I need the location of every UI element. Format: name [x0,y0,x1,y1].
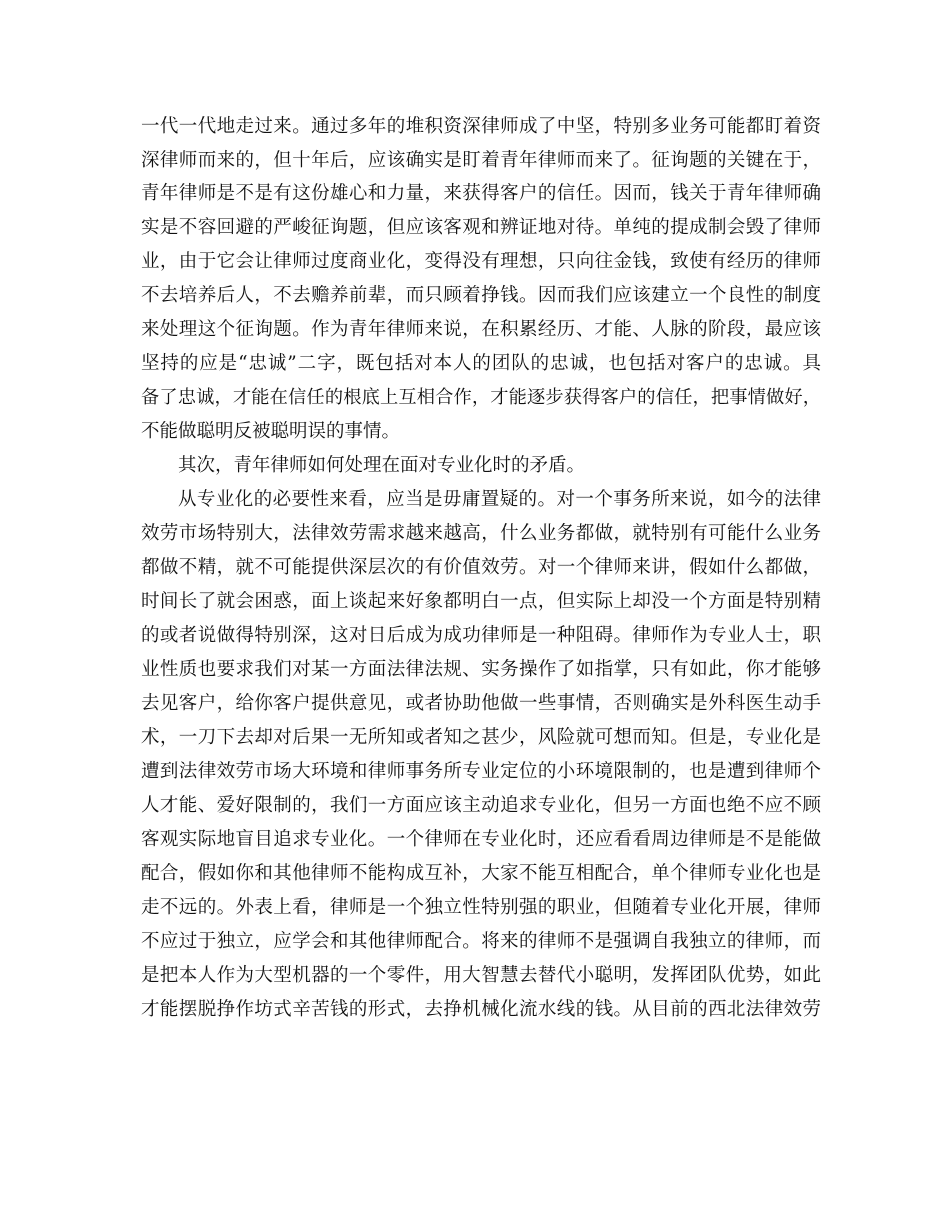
paragraph-3-line-15: 是把本人作为大型机器的一个零件，用大智慧去替代小聪明，发挥团队优势，如此 [141,965,821,986]
paragraph-1-line-2: 深律师而来的，但十年后，应该确实是盯着青年律师而来了。征询题的关键在于， [141,150,821,171]
paragraph-1-line-7: 来处理这个征询题。作为青年律师来说，在积累经历、才能、人脉的阶段，最应该 [141,319,821,340]
paragraph-3-line-11: 客观实际地盲目追求专业化。一个律师在专业化时，还应看看周边律师是不是能做 [141,829,821,850]
document-page [141,0,821,1230]
paragraph-1-line-9: 备了忠诚，才能在信任的根底上互相合作，才能逐步获得客户的信任，把事情做好， [141,387,821,408]
paragraph-3-line-7: 去见客户，给你客户提供意见，或者协助他做一些事情，否则确实是外科医生动手 [141,693,821,714]
paragraph-1-line-8: 坚持的应是“忠诚”二字，既包括对本人的团队的忠诚，也包括对客户的忠诚。具 [141,353,821,374]
paragraph-3-line-6: 业性质也要求我们对某一方面法律法规、实务操作了如指掌，只有如此，你才能够 [141,659,821,680]
paragraph-3-line-12: 配合，假如你和其他律师不能构成互补，大家不能互相配合，单个律师专业化也是 [141,863,821,884]
paragraph-3-line-5: 的或者说做得特别深，这对日后成为成功律师是一种阻碍。律师作为专业人士，职 [141,625,821,646]
paragraph-3-line-4: 时间长了就会困惑，面上谈起来好象都明白一点，但实际上却没一个方面是特别精 [141,591,821,612]
paragraph-2-line-1: 其次，青年律师如何处理在面对专业化时的矛盾。 [178,455,586,476]
paragraph-1-line-6: 不去培养后人，不去赡养前辈，而只顾着挣钱。因而我们应该建立一个良性的制度 [141,285,821,306]
paragraph-3-line-14: 不应过于独立，应学会和其他律师配合。将来的律师不是强调自我独立的律师，而 [141,931,821,952]
paragraph-1-line-5: 业，由于它会让律师过度商业化，变得没有理想，只向往金钱，致使有经历的律师 [141,251,821,272]
paragraph-3-line-1: 从专业化的必要性来看，应当是毋庸置疑的。对一个事务所来说，如今的法律 [178,489,821,510]
paragraph-1-line-4: 实是不容回避的严峻征询题，但应该客观和辨证地对待。单纯的提成制会毁了律师 [141,217,821,238]
paragraph-1-line-10: 不能做聪明反被聪明误的事情。 [141,421,401,442]
paragraph-1-line-3: 青年律师是不是有这份雄心和力量，来获得客户的信任。因而，钱关于青年律师确 [141,183,821,204]
paragraph-1-line-1: 一代一代地走过来。通过多年的堆积资深律师成了中坚，特别多业务可能都盯着资 [141,116,821,137]
paragraph-3-line-9: 遭到法律效劳市场大环境和律师事务所专业定位的小环境限制的，也是遭到律师个 [141,761,821,782]
paragraph-3-line-2: 效劳市场特别大，法律效劳需求越来越高，什么业务都做，就特别有可能什么业务 [141,523,821,544]
paragraph-3-line-8: 术，一刀下去却对后果一无所知或者知之甚少，风险就可想而知。但是，专业化是 [141,727,821,748]
paragraph-3-line-3: 都做不精，就不可能提供深层次的有价值效劳。对一个律师来讲，假如什么都做， [141,557,821,578]
paragraph-3-line-13: 走不远的。外表上看，律师是一个独立性特别强的职业，但随着专业化开展，律师 [141,897,821,918]
paragraph-3-line-10: 人才能、爱好限制的，我们一方面应该主动追求专业化，但另一方面也绝不应不顾 [141,795,821,816]
paragraph-3-line-16: 才能摆脱挣作坊式辛苦钱的形式，去挣机械化流水线的钱。从目前的西北法律效劳 [141,999,821,1020]
